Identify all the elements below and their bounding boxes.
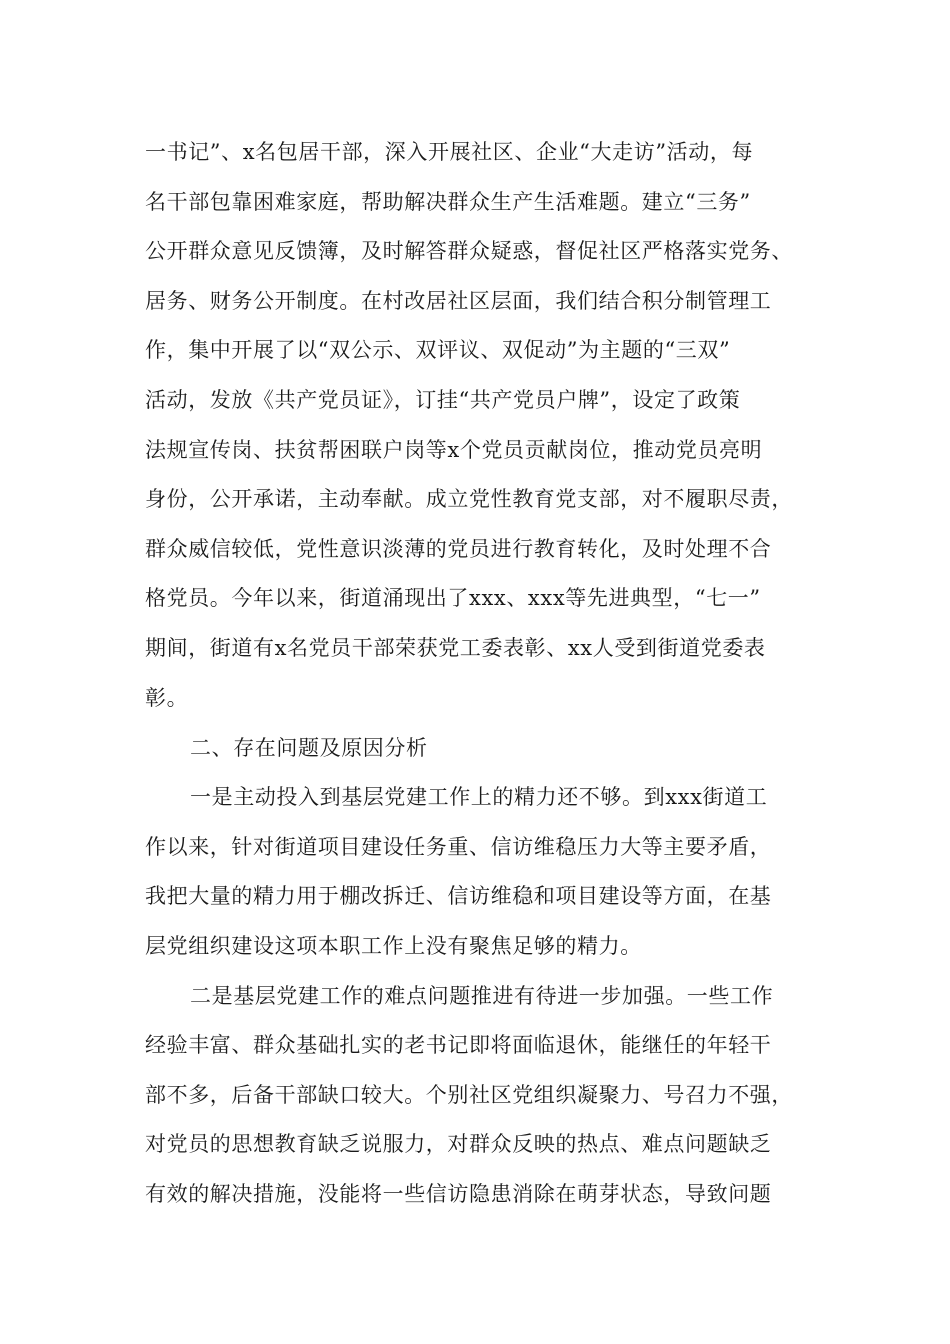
text-line: 居务、财务公开制度。在村改居社区层面，我们结合积分制管理工 xyxy=(145,289,772,313)
text-line: 法规宣传岗、扶贫帮困联户岗等x个党员贡献岗位，推动党员亮明 xyxy=(145,438,763,462)
text-line: 活动，发放《共产党员证》，订挂“共产党员户牌”，设定了政策 xyxy=(145,388,741,412)
text-line: 作，集中开展了以“双公示、双评议、双促动”为主题的“三双” xyxy=(145,338,731,362)
text-line: 有效的解决措施，没能将一些信访隐患消除在萌芽状态，导致问题 xyxy=(145,1182,772,1206)
text-line: 经验丰富、群众基础扎实的老书记即将面临退休，能继任的年轻干 xyxy=(145,1033,772,1057)
text-line: 对党员的思想教育缺乏说服力，对群众反映的热点、难点问题缺乏 xyxy=(145,1132,772,1156)
text-line: 期间，街道有x名党员干部荣获党工委表彰、xx人受到街道党委表 xyxy=(145,636,766,660)
text-line: 二是基层党建工作的难点问题推进有待进一步加强。一些工作 xyxy=(190,984,774,1008)
text-line: 群众威信较低，党性意识淡薄的党员进行教育转化，及时处理不合 xyxy=(145,537,772,561)
text-line: 彰。 xyxy=(145,686,189,710)
section-heading: 二、存在问题及原因分析 xyxy=(190,736,428,760)
text-line: 名干部包靠困难家庭，帮助解决群众生产生活难题。建立“三务” xyxy=(145,190,751,214)
text-line: 部不多，后备干部缺口较大。个别社区党组织凝聚力、号召力不强， xyxy=(145,1083,793,1107)
text-line: 作以来，针对街道项目建设任务重、信访维稳压力大等主要矛盾， xyxy=(145,835,772,859)
text-line: 一是主动投入到基层党建工作上的精力还不够。到xxx街道工 xyxy=(190,785,768,809)
text-line: 层党组织建设这项本职工作上没有聚焦足够的精力。 xyxy=(145,934,642,958)
text-line: 公开群众意见反馈簿，及时解答群众疑惑，督促社区严格落实党务、 xyxy=(145,239,793,263)
text-line: 身份，公开承诺，主动奉献。成立党性教育党支部，对不履职尽责， xyxy=(145,487,793,511)
text-line: 格党员。今年以来，街道涌现出了xxx、xxx等先进典型，“七一” xyxy=(145,586,761,610)
text-line: 一书记”、x名包居干部，深入开展社区、企业“大走访”活动，每 xyxy=(145,140,754,164)
text-line: 我把大量的精力用于棚改拆迁、信访维稳和项目建设等方面，在基 xyxy=(145,884,772,908)
